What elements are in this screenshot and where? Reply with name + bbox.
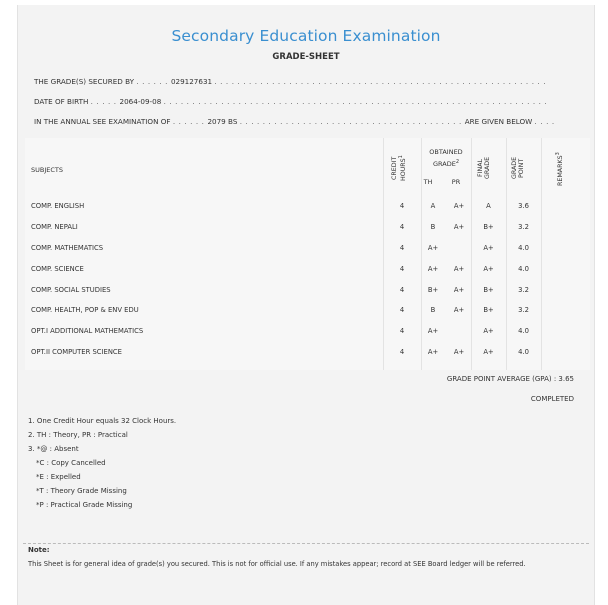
grade-point: 4.0	[518, 244, 529, 252]
pr-header: PR	[451, 178, 461, 186]
credit-hours: 4	[399, 202, 405, 210]
exam-line: IN THE ANNUAL SEE EXAMINATION OF . . . . . . 2079 BS . . . . . . . . . . . . . . . . . . . . . . . . . . . . . . . . . . . . . . . ARE GIVEN BELOW . . . .	[34, 117, 555, 126]
subjects-header: SUBJECTS	[31, 166, 64, 174]
subject-name: COMP. HEALTH, POP & ENV EDU	[31, 306, 139, 314]
subject-name: COMP. NEPALI	[31, 223, 78, 231]
final-grade-header: FINAL GRADE	[477, 156, 491, 180]
credit-hours: 4	[399, 265, 405, 273]
grade-point: 4.0	[518, 327, 529, 335]
result-status: COMPLETED	[530, 395, 574, 403]
exam-label: IN THE ANNUAL SEE EXAMINATION OF	[34, 117, 171, 126]
th-grade: A+	[427, 265, 439, 273]
secured-by-line: THE GRADE(S) SECURED BY . . . . . . 029127631 . . . . . . . . . . . . . . . . . . . . . . . . . . . . . . . . . . . . . . . . . . . . . . . . . . . . . . . . . .	[34, 77, 547, 86]
subject-name: OPT.I ADDITIONAL MATHEMATICS	[31, 327, 144, 335]
final-grade: A+	[483, 348, 494, 356]
th-grade: B	[430, 223, 436, 231]
dob-label: DATE OF BIRTH	[34, 97, 89, 106]
grade-point-header: GRADE POINT	[511, 156, 525, 180]
pr-grade: A+	[453, 348, 465, 356]
final-grade: B+	[483, 286, 494, 294]
table-row	[25, 342, 590, 362]
subject-name: OPT.II COMPUTER SCIENCE	[31, 348, 122, 356]
credit-hours: 4	[399, 223, 405, 231]
th-grade: B	[430, 306, 436, 314]
credit-hours-header: CREDIT HOURS$^1$	[391, 155, 408, 181]
pr-grade: A+	[453, 286, 465, 294]
gpa-summary: GRADE POINT AVERAGE (GPA) : 3.65	[446, 375, 574, 383]
final-grade: A+	[483, 265, 494, 273]
final-grade: A+	[483, 327, 494, 335]
subject-name: COMP. SOCIAL STUDIES	[31, 286, 111, 294]
th-header: TH	[423, 178, 433, 186]
legend-item: 2. TH : Theory, PR : Practical	[28, 431, 128, 439]
legend-item: 3. *@ : Absent	[28, 445, 79, 453]
exam-title: Secondary Education Examination	[171, 27, 441, 45]
th-grade: B+	[427, 286, 439, 294]
pr-grade: A+	[453, 202, 465, 210]
grade-header: GRADE$^2$	[432, 159, 460, 169]
grade-table	[25, 138, 590, 370]
pr-grade: A+	[453, 265, 465, 273]
th-grade: A	[430, 202, 436, 210]
dob-line: DATE OF BIRTH . . . . . 2064-09-08 . . . . . . . . . . . . . . . . . . . . . . . . . . . . . . . . . . . . . . . . . . . . . . . . . . . . . . . . . . . . . . . . . . .	[34, 97, 548, 106]
pr-grade: A+	[453, 223, 465, 231]
credit-hours: 4	[399, 306, 405, 314]
th-grade: A+	[427, 327, 439, 335]
credit-hours: 4	[399, 327, 405, 335]
table-row	[25, 217, 590, 237]
final-grade: A	[486, 202, 491, 210]
grade-sheet-heading: GRADE-SHEET	[272, 52, 340, 62]
obtained-header: OBTAINED	[429, 148, 463, 156]
note-label: Note:	[28, 546, 50, 554]
legend-item: *E : Expelled	[36, 473, 81, 481]
legend-item: 1. One Credit Hour equals 32 Clock Hours.	[28, 417, 177, 425]
secured-by-label: THE GRADE(S) SECURED BY	[34, 77, 135, 86]
divider	[23, 543, 589, 545]
final-grade: A+	[483, 244, 494, 252]
exam-year: 2079 BS	[207, 117, 238, 126]
final-grade: B+	[483, 223, 494, 231]
pr-grade: A+	[453, 306, 465, 314]
table-row	[25, 238, 590, 258]
grade-point: 3.2	[518, 223, 529, 231]
grade-sheet	[17, 5, 595, 605]
table-row	[25, 300, 590, 320]
grade-point: 4.0	[518, 348, 529, 356]
credit-hours: 4	[399, 244, 405, 252]
legend-item: *C : Copy Cancelled	[36, 459, 106, 467]
table-row	[25, 321, 590, 341]
grade-point: 3.6	[518, 202, 529, 210]
grade-point: 3.2	[518, 306, 529, 314]
grade-point: 4.0	[518, 265, 529, 273]
table-row	[25, 196, 590, 216]
subject-name: COMP. SCIENCE	[31, 265, 84, 273]
th-grade: A+	[427, 348, 439, 356]
note-text: This Sheet is for general idea of grade(s) you secured. This is not for official use. If any mistakes appear; record at SEE Board ledger will be referred.	[28, 560, 526, 568]
symbol-number: 029127631	[170, 77, 213, 86]
final-grade: B+	[483, 306, 494, 314]
table-row	[25, 280, 590, 300]
remarks-header: REMARKS$^3$	[555, 152, 565, 186]
grade-point: 3.2	[518, 286, 529, 294]
legend-item: *P : Practical Grade Missing	[36, 501, 133, 509]
legend-item: *T : Theory Grade Missing	[36, 487, 127, 495]
exam-suffix: ARE GIVEN BELOW	[464, 117, 533, 126]
subject-name: COMP. ENGLISH	[31, 202, 85, 210]
table-row	[25, 259, 590, 279]
credit-hours: 4	[399, 286, 405, 294]
dob-value: 2064-09-08	[119, 97, 162, 106]
credit-hours: 4	[399, 348, 405, 356]
th-grade: A+	[427, 244, 439, 252]
subject-name: COMP. MATHEMATICS	[31, 244, 104, 252]
